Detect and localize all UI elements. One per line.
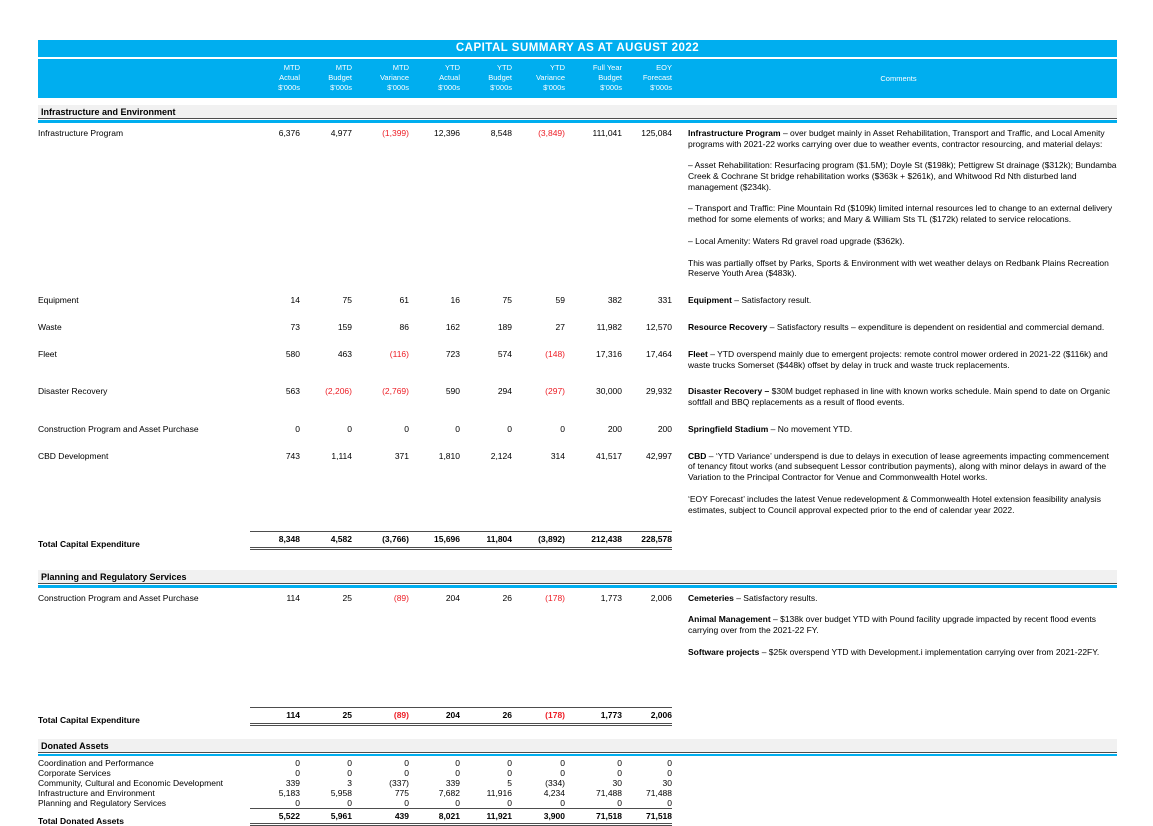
comments-column-header: Comments (880, 73, 917, 83)
column-header-line: $'000s (387, 83, 409, 93)
table-row (38, 322, 1117, 349)
numeric-cell: 0 (404, 798, 409, 809)
numeric-cell: 73 (290, 321, 300, 332)
numeric-cell: 4,977 (330, 127, 352, 138)
total-row (38, 707, 1117, 726)
numeric-cell: 16 (450, 294, 460, 305)
column-gap (672, 778, 680, 788)
numeric-cell: 743 (285, 450, 300, 461)
column-header (622, 63, 672, 93)
numeric-cell: 2,006 (650, 592, 672, 603)
section-accent-rule (38, 585, 1117, 588)
numeric-cell: 339 (285, 778, 300, 789)
numeric-cell: 12,396 (434, 127, 460, 138)
column-header-line: YTD (550, 63, 565, 72)
column-header-line: Variance (535, 73, 565, 83)
numeric-cell: 1,773 (600, 709, 622, 720)
row-values (250, 707, 672, 726)
comment-paragraph: Resource Recovery – Satisfactory results – expenditure is dependent on residential and commercial demand. (688, 321, 1105, 332)
numeric-cell: 0 (295, 768, 300, 779)
numeric-cell: 0 (347, 768, 352, 779)
row-label: Equipment (38, 294, 79, 305)
numeric-cell: 212,438 (591, 534, 622, 545)
row-comment (680, 349, 1117, 370)
numeric-cell: 0 (667, 798, 672, 809)
table-row (38, 424, 1117, 451)
numeric-cell: 29,932 (646, 386, 672, 397)
numeric-cell: 3 (347, 778, 352, 789)
column-header-line: $'000s (330, 83, 352, 93)
numeric-cell: 574 (497, 348, 512, 359)
numeric-cell: 11,921 (486, 811, 512, 822)
column-header-bar (38, 59, 1117, 98)
column-header-line: $'000s (650, 83, 672, 93)
row-comment (680, 778, 1117, 788)
numeric-cell: 159 (337, 321, 352, 332)
numeric-cell: 5,522 (278, 811, 300, 822)
column-header-line: MTD (392, 63, 409, 72)
row-values (250, 128, 672, 279)
numeric-cell: 26 (502, 592, 512, 603)
row-label: Disaster Recovery (38, 386, 108, 397)
numeric-cell: 30 (662, 778, 672, 789)
section-title: Infrastructure and Environment (38, 105, 1117, 119)
comment-lead: Equipment (688, 294, 732, 305)
numeric-cell: 0 (347, 758, 352, 769)
column-header-line: Budget (488, 73, 512, 83)
numeric-cell: 17,316 (596, 348, 622, 359)
comment-lead: Disaster Recovery – (688, 386, 770, 397)
row-label: Construction Program and Asset Purchase (38, 423, 199, 434)
numeric-cell: (3,892) (538, 534, 565, 545)
numeric-cell: 200 (657, 423, 672, 434)
numeric-cell: 0 (617, 798, 622, 809)
row-values (250, 424, 672, 435)
numeric-cell: 61 (399, 294, 409, 305)
numeric-cell: 563 (285, 386, 300, 397)
numeric-cell: (178) (545, 592, 565, 603)
column-header-line: YTD (497, 63, 512, 72)
numeric-cell: (337) (389, 778, 409, 789)
numeric-cell: 4,234 (543, 788, 565, 799)
numeric-cell: 775 (394, 788, 409, 799)
comment-paragraph: Fleet – YTD overspend mainly due to emergent projects: remote control mower ordered in 2021-22 ($116k) and waste trucks Somerset ($448k) offset by delay in truck and waste truck replacements. (688, 348, 1108, 370)
header-label-spacer (38, 63, 250, 93)
column-header (250, 63, 300, 93)
numeric-cell: 723 (445, 348, 460, 359)
column-header-line: Actual (279, 73, 300, 83)
numeric-cell: 0 (507, 423, 512, 434)
comment-lead: Software projects (688, 646, 760, 657)
numeric-cell: 8,348 (278, 534, 300, 545)
numeric-cell: (89) (393, 592, 409, 603)
table-row (38, 768, 1117, 778)
numeric-cell: 0 (507, 798, 512, 809)
numeric-cell: 59 (555, 294, 565, 305)
column-gap (672, 322, 680, 333)
numeric-cell: 189 (497, 321, 512, 332)
row-values (250, 451, 672, 516)
numeric-cell: 41,517 (596, 450, 622, 461)
numeric-cell: 580 (285, 348, 300, 359)
numeric-cell: 463 (337, 348, 352, 359)
numeric-cell: 0 (295, 758, 300, 769)
numeric-cell: 382 (607, 294, 622, 305)
total-row (38, 808, 1117, 826)
numeric-cell: 75 (502, 294, 512, 305)
numeric-cell: (89) (393, 709, 409, 720)
column-gap (672, 707, 680, 726)
numeric-cell: 1,114 (331, 450, 352, 461)
report-section (38, 105, 1117, 550)
row-comment (680, 768, 1117, 778)
table-row (38, 778, 1117, 788)
numeric-cell: (2,206) (325, 386, 352, 397)
column-header (565, 63, 622, 93)
numeric-cell: (297) (545, 386, 565, 397)
comment-paragraph: Springfield Stadium – No movement YTD. (688, 423, 853, 434)
row-values (250, 768, 672, 778)
numeric-cell: 114 (286, 709, 300, 720)
numeric-cell: 8,548 (490, 127, 512, 138)
row-label: Community, Cultural and Economic Development (38, 778, 224, 789)
column-header-line: $'000s (543, 83, 565, 93)
row-values (250, 295, 672, 306)
numeric-cell: 14 (290, 294, 300, 305)
report-section (38, 570, 1117, 726)
numeric-cell: 0 (295, 798, 300, 809)
numeric-cell: 0 (404, 423, 409, 434)
column-header (512, 63, 565, 93)
comment-paragraph: – Local Amenity: Waters Rd gravel road upgrade ($362k). (688, 235, 905, 246)
numeric-cell: 7,682 (438, 788, 460, 799)
column-header (409, 63, 460, 93)
numeric-cell: 331 (657, 294, 672, 305)
numeric-cell: 0 (455, 423, 460, 434)
numeric-cell: 71,488 (646, 788, 672, 799)
column-header-line: MTD (335, 63, 352, 72)
comment-paragraph: Disaster Recovery – $30M budget rephased in line with known works schedule. Main spend to date on Organic softfall and BBQ replacements as a result of flood events. (688, 386, 1110, 408)
numeric-cell: 11,916 (486, 788, 512, 799)
row-comment (680, 424, 1117, 435)
column-gap (672, 808, 680, 826)
numeric-cell: 0 (455, 768, 460, 779)
numeric-cell: (3,849) (538, 127, 565, 138)
row-comment (680, 322, 1117, 333)
column-header-line: $'000s (278, 83, 300, 93)
numeric-cell: 11,982 (596, 321, 622, 332)
numeric-cell: 86 (399, 321, 409, 332)
numeric-cell: 590 (445, 386, 460, 397)
numeric-cell: 0 (295, 423, 300, 434)
row-label: Planning and Regulatory Services (38, 798, 167, 809)
numeric-cell: 5,958 (330, 788, 352, 799)
numeric-cell: 0 (667, 768, 672, 779)
section-title: Donated Assets (38, 739, 1117, 753)
numeric-cell: 12,570 (646, 321, 672, 332)
column-header-line: Actual (439, 73, 460, 83)
numeric-cell: 3,900 (543, 811, 565, 822)
numeric-cell: 1,773 (600, 592, 622, 603)
column-header-line: Budget (328, 73, 352, 83)
numeric-cell: 0 (455, 758, 460, 769)
table-row (38, 128, 1117, 295)
numeric-cell: 15,696 (434, 534, 460, 545)
numeric-cell: (178) (545, 709, 565, 720)
numeric-cell: 0 (560, 798, 565, 809)
numeric-cell: 314 (550, 450, 565, 461)
table-row (38, 386, 1117, 423)
column-header-line: YTD (445, 63, 460, 72)
total-row-label: Total Donated Assets (38, 816, 124, 826)
row-values (250, 349, 672, 370)
numeric-cell: 5 (507, 778, 512, 789)
column-gap (672, 758, 680, 768)
numeric-cell: 17,464 (646, 348, 672, 359)
row-values (250, 798, 672, 808)
comment-lead: Animal Management (688, 614, 771, 625)
column-gap (672, 386, 680, 407)
report-sections (38, 105, 1117, 826)
column-header (460, 63, 512, 93)
numeric-cell: 339 (445, 778, 460, 789)
column-gap (672, 593, 680, 691)
numeric-cell: 0 (617, 758, 622, 769)
numeric-cell: (148) (545, 348, 565, 359)
numeric-cell: 0 (347, 423, 352, 434)
column-headers-numeric (250, 63, 672, 93)
comment-lead: Springfield Stadium (688, 423, 769, 434)
section-accent-rule (38, 120, 1117, 123)
table-row (38, 451, 1117, 532)
row-values (250, 808, 672, 826)
numeric-cell: 0 (560, 758, 565, 769)
numeric-cell: 11,804 (486, 534, 512, 545)
numeric-cell: 228,578 (641, 534, 672, 545)
row-label: CBD Development (38, 450, 109, 461)
row-label: Corporate Services (38, 768, 111, 779)
row-values (250, 593, 672, 691)
total-row (38, 531, 1117, 550)
row-comment (680, 295, 1117, 306)
numeric-cell: 30 (612, 778, 622, 789)
numeric-cell: 371 (394, 450, 409, 461)
comment-lead: Fleet (688, 348, 708, 359)
numeric-cell: 111,041 (592, 127, 622, 138)
numeric-cell: 125,084 (641, 127, 672, 138)
table-row (38, 295, 1117, 322)
numeric-cell: (334) (545, 778, 565, 789)
numeric-cell: 0 (560, 423, 565, 434)
numeric-cell: 294 (497, 386, 512, 397)
row-comment (680, 128, 1117, 279)
table-row (38, 593, 1117, 707)
row-label: Construction Program and Asset Purchase (38, 592, 199, 603)
column-header-line: EOY (656, 63, 672, 72)
numeric-cell: 5,183 (278, 788, 300, 799)
row-comment (680, 531, 1117, 550)
report-title: CAPITAL SUMMARY AS AT AUGUST 2022 (38, 40, 1117, 57)
row-comment (680, 593, 1117, 691)
table-row (38, 349, 1117, 386)
total-row-label: Total Capital Expenditure (38, 714, 140, 725)
row-values (250, 386, 672, 407)
comment-paragraph: – Asset Rehabilitation: Resurfacing program ($1.5M); Doyle St ($198k); Pettigrew St drainage ($312k); Bundamba Creek & Cochrane St bridge rehabilitation works ($363k + $261k), and Whitwood Rd Nth disturbed land management ($234k). (688, 160, 1117, 192)
row-label: Coordination and Performance (38, 758, 154, 769)
total-row-label: Total Capital Expenditure (38, 539, 140, 550)
numeric-cell: 4,582 (330, 534, 352, 545)
comment-paragraph: Equipment – Satisfactory result. (688, 294, 812, 305)
comment-lead: CBD (688, 450, 707, 461)
numeric-cell: 439 (394, 811, 409, 822)
numeric-cell: 71,518 (646, 811, 672, 822)
comment-paragraph: This was partially offset by Parks, Sports & Environment with wet weather delays on Redbank Plains Recreation Reserve Youth Area ($483k). (688, 257, 1109, 279)
row-comment (680, 808, 1117, 826)
numeric-cell: 42,997 (646, 450, 672, 461)
row-comment (680, 451, 1117, 516)
row-label: Waste (38, 321, 62, 332)
numeric-cell: 2,006 (650, 709, 672, 720)
numeric-cell: 0 (507, 758, 512, 769)
table-row (38, 758, 1117, 768)
row-values (250, 758, 672, 768)
row-values (250, 778, 672, 788)
numeric-cell: 2,124 (490, 450, 512, 461)
section-accent-rule (38, 754, 1117, 757)
row-comment (680, 798, 1117, 808)
numeric-cell: 5,961 (330, 811, 352, 822)
numeric-cell: 0 (507, 768, 512, 779)
numeric-cell: 0 (455, 798, 460, 809)
comment-paragraph: CBD – ‘YTD Variance’ underspend is due to delays in execution of lease agreements impacting commencement of tenancy fitout works (and subsequent Lessor contribution payments), along with minor delays in award of the Variation to the Principal Contractor for Venue and Commonwealth Hotel works. (688, 450, 1109, 483)
numeric-cell: 1,810 (438, 450, 460, 461)
comment-paragraph: Animal Management – $138k over budget YTD with Pound facility upgrade impacted by recent flood events carrying over from the 2021-22 FY. (688, 614, 1097, 636)
numeric-cell: 0 (667, 758, 672, 769)
column-header-line: Budget (598, 73, 622, 83)
table-row (38, 788, 1117, 798)
numeric-cell: 0 (347, 798, 352, 809)
numeric-cell: 30,000 (596, 386, 622, 397)
section-title: Planning and Regulatory Services (38, 570, 1117, 584)
table-row (38, 798, 1117, 808)
comment-paragraph: – Transport and Traffic: Pine Mountain Rd ($109k) limited internal resources led to change to an external delivery method for some elements of works; and Mary & William Sts TL ($172k) related to service relocations. (688, 203, 1113, 225)
row-values (250, 531, 672, 550)
row-comment (680, 788, 1117, 798)
numeric-cell: 204 (445, 592, 460, 603)
column-gap (672, 798, 680, 808)
numeric-cell: 114 (286, 592, 300, 603)
report-section (38, 739, 1117, 826)
numeric-cell: 0 (404, 768, 409, 779)
column-gap (672, 424, 680, 435)
numeric-cell: 25 (342, 709, 352, 720)
column-header-line: $'000s (438, 83, 460, 93)
comment-lead: Resource Recovery (688, 321, 768, 332)
comment-paragraph: Infrastructure Program – over budget mainly in Asset Rehabilitation, Transport and Traffic, and Local Amenity programs with 2021-22 works carrying over due to weather events, contractor resourcing, and material delays: (688, 127, 1105, 149)
row-label: Infrastructure and Environment (38, 788, 155, 799)
column-header-line: $'000s (490, 83, 512, 93)
numeric-cell: 0 (617, 768, 622, 779)
column-header (352, 63, 409, 93)
numeric-cell: 26 (502, 709, 512, 720)
column-gap (672, 788, 680, 798)
row-comment (680, 707, 1117, 726)
row-label: Infrastructure Program (38, 127, 124, 138)
column-gap (672, 295, 680, 306)
column-header-line: Full Year (592, 63, 622, 72)
column-gap (672, 768, 680, 778)
column-gap (672, 531, 680, 550)
numeric-cell: 204 (445, 709, 460, 720)
column-gap (672, 451, 680, 516)
row-values (250, 322, 672, 333)
header-gap (672, 63, 680, 93)
column-header-line: Forecast (642, 73, 672, 83)
numeric-cell: 200 (607, 423, 622, 434)
comment-lead: Infrastructure Program (688, 127, 781, 138)
comment-lead: Cemeteries (688, 592, 734, 603)
numeric-cell: 75 (342, 294, 352, 305)
row-comment (680, 386, 1117, 407)
numeric-cell: 162 (445, 321, 460, 332)
column-header-line: $'000s (600, 83, 622, 93)
numeric-cell: 6,376 (278, 127, 300, 138)
numeric-cell: 27 (555, 321, 565, 332)
column-gap (672, 128, 680, 279)
comment-paragraph: Software projects – $25k overspend YTD with Development.i implementation carrying over from 2021-22FY. (688, 646, 1100, 657)
numeric-cell: 0 (560, 768, 565, 779)
numeric-cell: (3,766) (382, 534, 409, 545)
row-values (250, 788, 672, 798)
row-comment (680, 758, 1117, 768)
comment-paragraph: Cemeteries – Satisfactory results. (688, 592, 818, 603)
column-header (300, 63, 352, 93)
row-label: Fleet (38, 348, 57, 359)
numeric-cell: 71,488 (596, 788, 622, 799)
numeric-cell: (2,769) (382, 386, 409, 397)
column-gap (672, 349, 680, 370)
numeric-cell: 0 (404, 758, 409, 769)
numeric-cell: 71,518 (596, 811, 622, 822)
numeric-cell: (1,399) (382, 127, 409, 138)
numeric-cell: 8,021 (438, 811, 460, 822)
numeric-cell: 25 (342, 592, 352, 603)
column-header-line: Variance (379, 73, 409, 83)
comment-paragraph: ‘EOY Forecast’ includes the latest Venue redevelopment & Commonwealth Hotel extension feasibility analysis estimates, subject to Council approval expected prior to the end of calendar year 2022. (688, 493, 1101, 515)
numeric-cell: (116) (389, 348, 409, 359)
column-header-line: MTD (283, 63, 300, 72)
